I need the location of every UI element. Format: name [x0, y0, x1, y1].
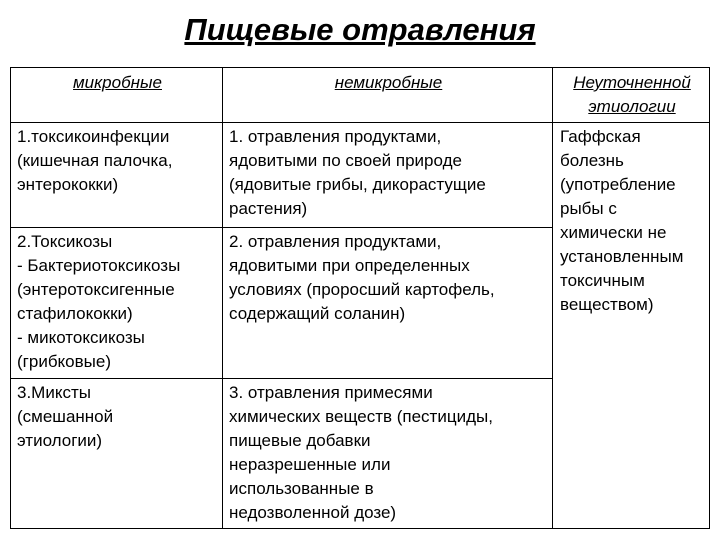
header-nonmicrobial: немикробные — [223, 68, 553, 123]
cell-line: растения) — [229, 199, 308, 218]
cell-line: Гаффская — [560, 127, 641, 146]
cell-line: (грибковые) — [17, 352, 111, 371]
microbial-cell-2 — [11, 228, 223, 379]
poisoning-classification-table — [10, 67, 710, 529]
cell-line: условиях (проросший картофель, — [229, 280, 495, 299]
cell-line: химических веществ (пестициды, — [229, 407, 493, 426]
cell-line: химически не — [560, 223, 667, 242]
table-header-row — [11, 68, 710, 123]
cell-line: содержащий соланин) — [229, 304, 406, 323]
cell-line: 1. отравления продуктами, — [229, 127, 442, 146]
cell-line: болезнь — [560, 151, 624, 170]
cell-line: 2. отравления продуктами, — [229, 232, 442, 251]
header-unspecified — [553, 68, 710, 123]
cell-line: стафилококки) — [17, 304, 133, 323]
page-title: Пищевые отравления — [184, 12, 536, 47]
cell-line: (ядовитые грибы, дикорастущие — [229, 175, 486, 194]
cell-line: 1.токсикоинфекции — [17, 127, 170, 146]
header-unspecified-line: Неуточненной — [573, 73, 691, 92]
cell-line: веществом) — [560, 295, 654, 314]
cell-line: энтерококки) — [17, 175, 119, 194]
microbial-cell-3 — [11, 379, 223, 529]
cell-line: неразрешенные или — [229, 455, 391, 474]
cell-line: ядовитыми по своей природе — [229, 151, 462, 170]
cell-line: использованные в — [229, 479, 374, 498]
cell-line: рыбы с — [560, 199, 617, 218]
cell-line: - микотоксикозы — [17, 328, 145, 347]
header-unspecified-line: этиологии — [588, 97, 676, 116]
cell-line: недозволенной дозе) — [229, 503, 397, 522]
nonmicrobial-cell-2 — [223, 228, 553, 379]
cell-line: 2.Токсикозы — [17, 232, 113, 251]
cell-line: (энтеротоксигенные — [17, 280, 175, 299]
nonmicrobial-cell-3 — [223, 379, 553, 529]
unspecified-cell — [553, 123, 710, 529]
cell-line: ядовитыми при определенных — [229, 256, 470, 275]
cell-line: - Бактериотоксикозы — [17, 256, 181, 275]
cell-line: этиологии) — [17, 431, 103, 450]
cell-line: (кишечная палочка, — [17, 151, 173, 170]
cell-line: 3. отравления примесями — [229, 383, 433, 402]
microbial-cell-1 — [11, 123, 223, 228]
cell-line: пищевые добавки — [229, 431, 371, 450]
cell-line: (смешанной — [17, 407, 114, 426]
header-microbial: микробные — [11, 68, 223, 123]
table-row — [11, 123, 710, 228]
cell-line: 3.Миксты — [17, 383, 91, 402]
cell-line: токсичным — [560, 271, 645, 290]
cell-line: (употребление — [560, 175, 676, 194]
nonmicrobial-cell-1 — [223, 123, 553, 228]
cell-line: установленным — [560, 247, 684, 266]
